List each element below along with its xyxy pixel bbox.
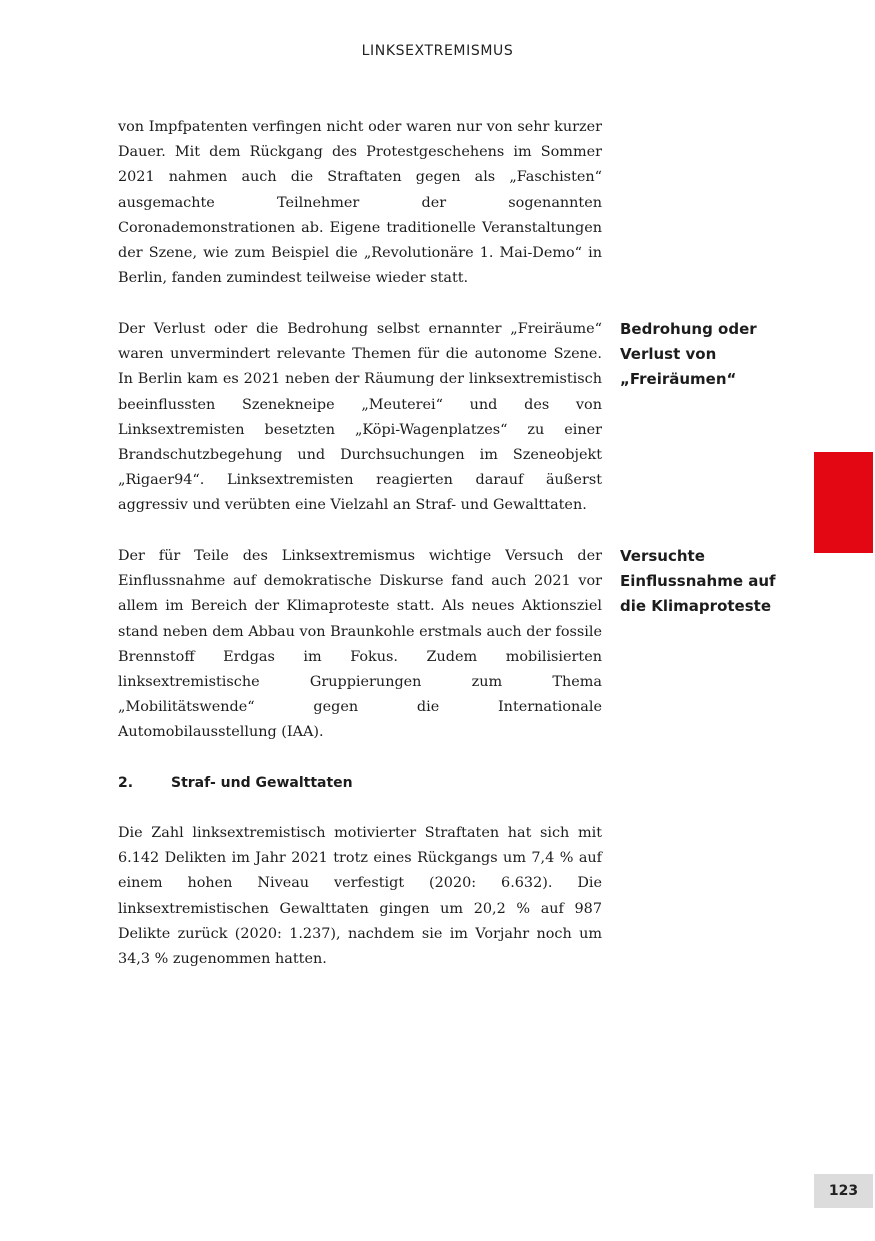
- marginal-note-klimaproteste: Versuchte Einflussnahme auf die Klimaproteste: [620, 547, 776, 616]
- section-number: 2.: [118, 775, 134, 791]
- paragraph-4: Die Zahl linksextremistisch motivierter Straftaten hat sich mit 6.142 Delikten im Jahr 2021 trotz eines Rückgangs um 7,4 % auf einem hohen Niveau verfestigt (2020: 6.632). Die linksextremistischen Gewalttaten gingen um 20,2 % auf 987 Delikte zurück (2020: 1.237), nachdem sie im Vorjahr noch um 34,3 % zugenommen hatten.: [118, 825, 602, 968]
- marginal-note-freiraeume: Bedrohung oder Verlust von „Freiräumen“: [620, 320, 757, 389]
- chapter-marker-tab: [814, 452, 873, 553]
- paragraph-1: von Impfpatenten verfingen nicht oder waren nur von sehr kurzer Dauer. Mit dem Rückgang des Protestgeschehens im Sommer 2021 nahmen auch die Straftaten gegen als „Faschisten“ ausgemachte Teilnehmer der sogenannten Coronademonstrationen ab. Eigene traditionelle Veranstaltungen der Szene, wie zum Beispiel die „Revolutionäre 1. Mai-Demo“ in Berlin, fanden zumindest teilweise wieder statt.: [118, 119, 602, 287]
- section-heading: [118, 772, 353, 794]
- running-header: LINKSEXTREMISMUS: [361, 43, 514, 59]
- paragraph-3: Der für Teile des Linksextremismus wichtige Versuch der Einflussnahme auf demokratische Diskurse fand auch 2021 vor allem im Bereich der Klimaproteste statt. Als neues Aktionsziel stand neben dem Abbau von Braunkohle erstmals auch der fossile Brennstoff Erdgas im Fokus. Zudem mobilisierten linksextremistische Gruppierungen zum Thema „Mobilitätswende“ gegen die Internationale Automobilausstellung (IAA).: [118, 548, 602, 741]
- page-number: 123: [814, 1174, 873, 1208]
- section-title: Straf- und Gewalttaten: [171, 775, 353, 791]
- paragraph-2: Der Verlust oder die Bedrohung selbst ernannter „Freiräume“ waren unvermindert relevante Themen für die autonome Szene. In Berlin kam es 2021 neben der Räumung der linksextremistisch beeinflussten Szenekneipe „Meuterei“ und des von Linksextremisten besetzten „Köpi-Wagenplatzes“ zu einer Brandschutzbegehung und Durchsuchungen im Szeneobjekt „Rigaer94“. Linksextremisten reagierten darauf äußerst aggressiv und verübten eine Vielzahl an Straf- und Gewalttaten.: [118, 321, 602, 514]
